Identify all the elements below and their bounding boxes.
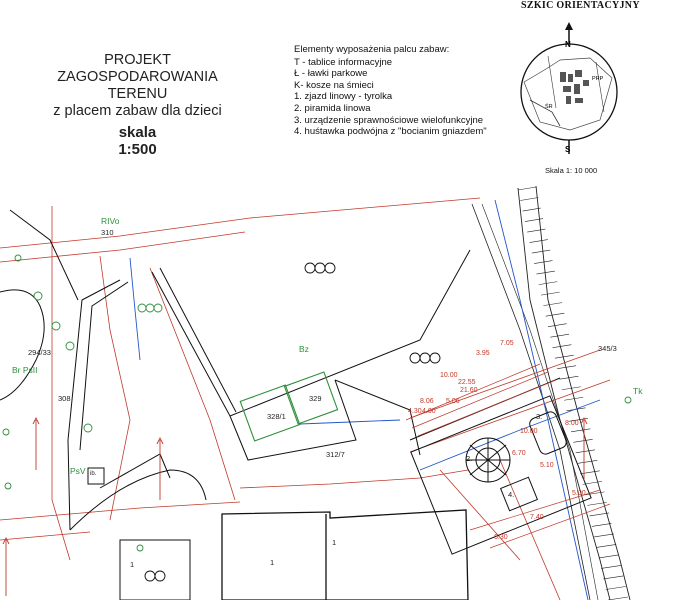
legend-heading: Elementy wyposażenia palcu zabaw: [294, 44, 450, 55]
railway-tie [596, 544, 616, 547]
parcel-328-1: 328/1 [267, 412, 286, 421]
red-arrows [3, 418, 587, 596]
railway-tie [603, 576, 623, 579]
landuse-brpsii: Br PsII [12, 365, 38, 375]
railway-tie [576, 450, 595, 453]
railway-tie [578, 460, 597, 463]
railway-tie [541, 292, 560, 295]
railway-tie [594, 534, 614, 537]
legend-item: 2. piramida linowa [294, 102, 371, 114]
dimension-label: 4.30 [408, 408, 422, 415]
railway-tie [534, 261, 552, 264]
equipment-label-2: 2. [466, 454, 473, 463]
dimension-label: 6.30 [494, 534, 508, 541]
railway-tie [555, 355, 574, 358]
building-number: 1 [270, 558, 275, 567]
landuse-psv: PsV [70, 466, 86, 476]
railway-tie [580, 471, 599, 474]
orientation-label-prp: PRP [592, 76, 604, 82]
title-line-1: PROJEKT [104, 52, 171, 68]
railway-tie [523, 208, 541, 211]
legend-item: 3. urządzenie sprawnościowe wielofunkcyjne [294, 114, 484, 126]
legend-item: 4. huśtawka podwójna z "bocianim gniazdem" [294, 126, 487, 138]
equipment-label-4: 4. [508, 490, 515, 499]
dimension-label: 5.06 [446, 398, 460, 405]
railway-tie [546, 313, 565, 316]
parcel-boundaries [0, 210, 473, 530]
dimension-label: 4.00 [422, 408, 436, 415]
dimension-label: 21.60 [460, 387, 478, 394]
railway-tie [571, 429, 590, 432]
parcel-294-33: 294/33 [28, 348, 51, 357]
scale-value: 1:500 [118, 141, 157, 158]
railway-tie [520, 198, 538, 201]
building-number: 1 [332, 538, 337, 547]
utility-lines-blue [130, 200, 600, 600]
dimension-label: 10.00 [440, 372, 458, 379]
dimension-label: 22.55 [458, 379, 476, 386]
play-equipment-area [410, 378, 591, 554]
legend-item: 1. zjazd linowy - tyrolka [294, 91, 393, 103]
dimension-label: 8.06 [420, 398, 434, 405]
dimension-lines [406, 364, 610, 548]
railway-tie [606, 586, 626, 589]
parcel-312-7: 312/7 [326, 450, 345, 459]
building-block [88, 468, 468, 600]
railway-tie [548, 324, 567, 327]
railway-tie [530, 240, 548, 243]
landuse-bz: Bz [299, 344, 309, 354]
railway-tie [518, 187, 536, 190]
railway-tie [590, 513, 610, 516]
equipment-label-3: 3. [536, 412, 543, 421]
dimension-label: 5.00 [572, 490, 586, 497]
dimension-label: 3.95 [476, 350, 490, 357]
landuse-rivo: RIVo [101, 216, 120, 226]
orientation-label-sr: ŚR [545, 104, 553, 110]
dimension-label: 5.10 [540, 462, 554, 469]
railway-tie [525, 219, 543, 222]
dimension-label: 8.00 [565, 420, 579, 427]
parcel-310: 310 [101, 228, 114, 237]
railway-tie [539, 282, 557, 285]
legend-item: T - tablice informacyjne [294, 56, 393, 68]
title-line-2: ZAGOSPODAROWANIA [57, 69, 218, 85]
railway-tie [592, 523, 612, 526]
parcel-329: 329 [309, 394, 322, 403]
legend-item: K- kosze na śmieci [294, 79, 374, 91]
vegetation-markers [3, 255, 631, 551]
orientation-title: SZKIC ORIENTACYJNY [521, 0, 640, 11]
landuse-tk: Tk [633, 386, 643, 396]
tree-symbols [145, 263, 440, 581]
dimension-label: 10.00 [520, 428, 538, 435]
railway-tie [532, 250, 550, 253]
dimension-label: 6.70 [512, 450, 526, 457]
building-number: 1 [130, 560, 135, 569]
title-line-3: TERENU [107, 86, 168, 102]
railway-tie [553, 345, 572, 348]
orientation-buildings [560, 70, 589, 104]
parcel-345-3: 345/3 [598, 344, 617, 353]
dimension-label: 7.05 [500, 340, 514, 347]
south-marker: S [565, 145, 571, 154]
building-ib: ib. [90, 471, 97, 477]
cadastral-lines-red [0, 198, 610, 600]
parcel-308: 308 [58, 394, 71, 403]
railway-tie [573, 439, 592, 442]
railway-tie [543, 303, 562, 306]
railway-tie [601, 565, 621, 568]
railway-tie [527, 229, 545, 232]
orientation-scale: Skala 1: 10 000 [545, 166, 598, 175]
scale-word: skala [118, 124, 157, 141]
dimension-label: 7.40 [530, 514, 544, 521]
north-marker: N [565, 40, 571, 49]
railway-tie [550, 334, 569, 337]
legend-item: Ł - ławki parkowe [294, 68, 368, 80]
railway-tie [599, 555, 619, 558]
title-line-4: z placem zabaw dla dzieci [53, 103, 222, 119]
